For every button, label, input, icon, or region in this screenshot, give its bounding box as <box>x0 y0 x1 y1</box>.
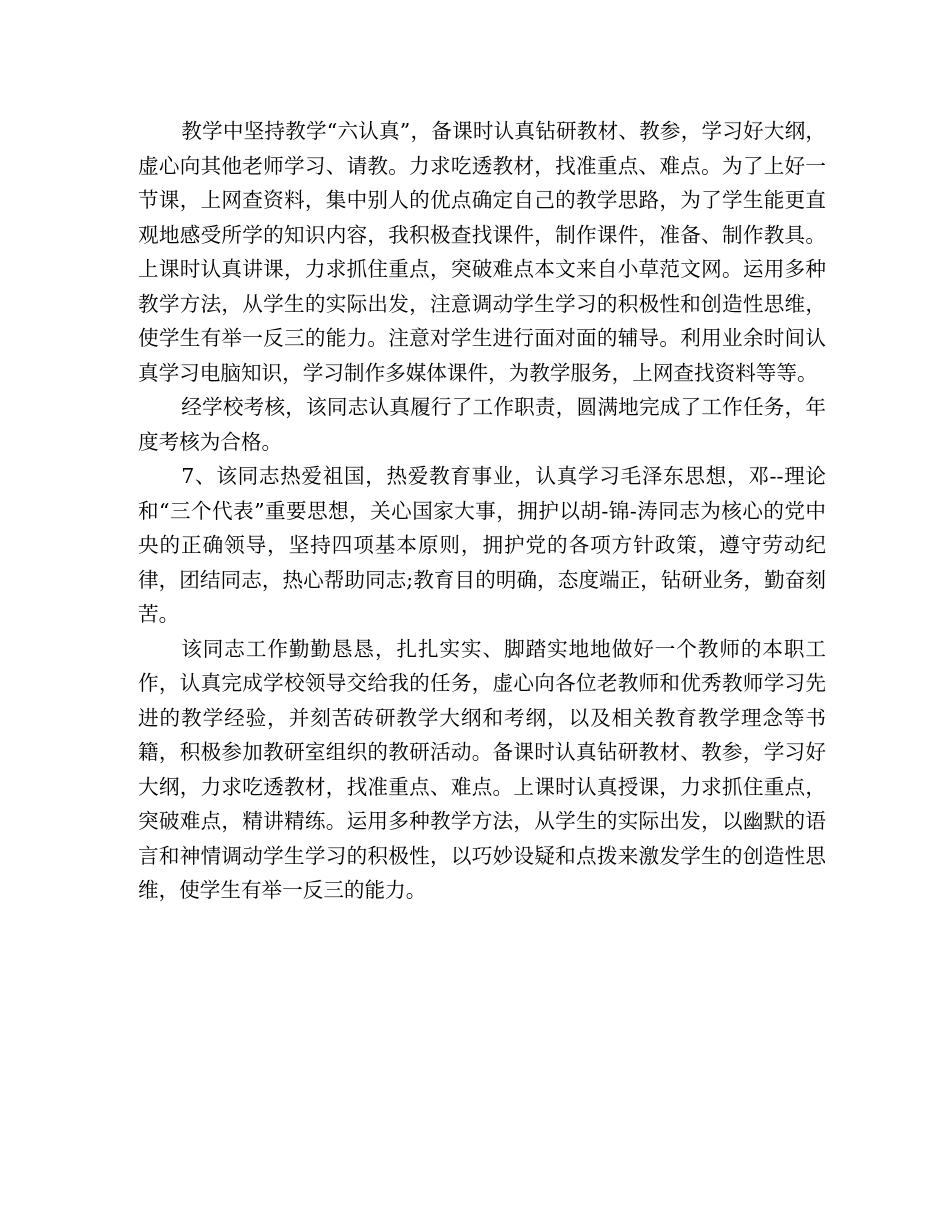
paragraph-work-performance: 该同志工作勤勤恳恳，扎扎实实、脚踏实地地做好一个教师的本职工作，认真完成学校领导交给我的任务，虚心向各位老教师和优秀教师学习先进的教学经验，并刻苦砖研教学大纲和考纲，以及相关教育教学理念等书籍，积极参加教研室组织的教研活动。备课时认真钻研教材、教参，学习好大纲，力求吃透教材，找准重点、难点。上课时认真授课，力求抓住重点，突破难点，精讲精练。运用多种教学方法，从学生的实际出发，以幽默的语言和神情调动学生学习的积极性，以巧妙设疑和点拨来激发学生的创造性思维，使学生有举一反三的能力。 <box>138 636 826 902</box>
paragraph-annual-assessment: 经学校考核，该同志认真履行了工作职责，圆满地完成了工作任务，年度考核为合格。 <box>138 395 826 454</box>
document-body <box>138 114 826 908</box>
paragraph-teaching-practice: 教学中坚持教学“六认真”，备课时认真钻研教材、教参，学习好大纲，虚心向其他老师学习、请教。力求吃透教材，找准重点、难点。为了上好一节课，上网查资料，集中别人的优点确定自己的教学思路，为了学生能更直观地感受所学的知识内容，我积极查找课件，制作课件，准备、制作教具。上课时认真讲课，力求抓住重点，突破难点本文来自小草范文网。运用多种教学方法，从学生的实际出发，注意调动学生学习的积极性和创造性思维，使学生有举一反三的能力。注意对学生进行面对面的辅导。利用业余时间认真学习电脑知识，学习制作多媒体课件，为教学服务，上网查找资料等等。 <box>138 119 826 385</box>
paragraph-political-attitude: 7、该同志热爱祖国，热爱教育事业，认真学习毛泽东思想，邓--理论和“三个代表”重要思想，关心国家大事，拥护以胡-锦-涛同志为核心的党中央的正确领导，坚持四项基本原则，拥护党的各项方针政策，遵守劳动纪律，团结同志，热心帮助同志;教育目的明确，态度端正，钻研业务，勤奋刻苦。 <box>138 464 826 626</box>
